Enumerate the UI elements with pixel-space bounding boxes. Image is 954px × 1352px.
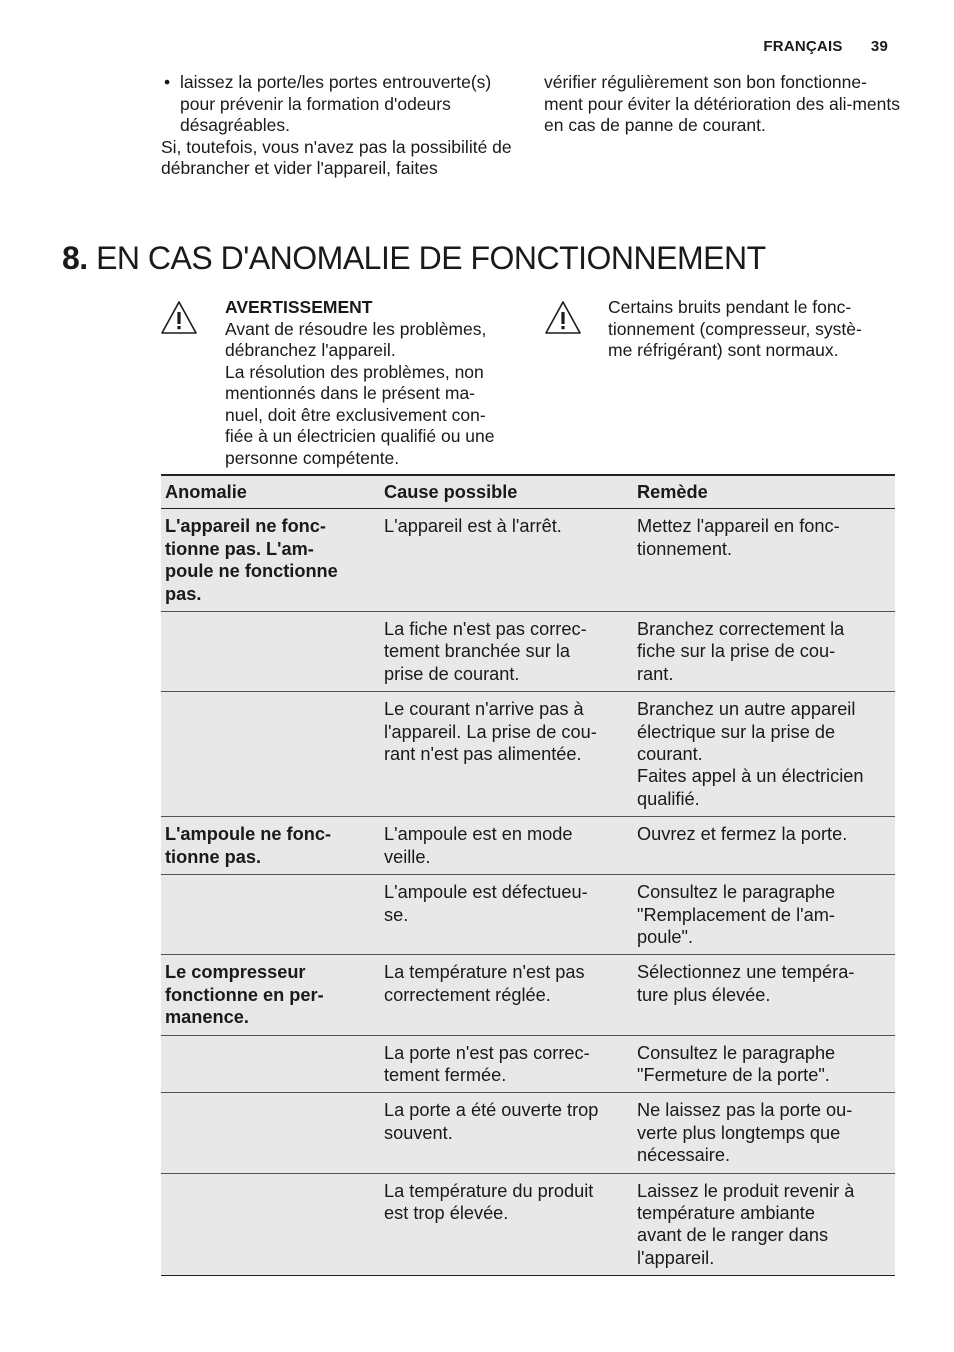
cell-anomalie <box>161 817 380 875</box>
cell-cause <box>380 817 633 875</box>
cell-anomalie <box>161 875 380 955</box>
cell-anomalie-line: Le compresseur <box>165 962 306 983</box>
cell-remede <box>633 1173 895 1276</box>
cell-remede-line: Sélectionnez une tempéra- <box>637 962 855 983</box>
cell-remede-line: Branchez un autre appareil <box>637 699 856 720</box>
intro-left-column <box>161 72 521 180</box>
intro-paragraph-right: vérifier régulièrement son bon fonctionne-ment pour éviter la détérioration des ali-ments en cas de panne de courant. <box>544 72 901 135</box>
cell-cause-line: La porte a été ouverte trop <box>384 1100 599 1121</box>
cell-anomalie-line: poule ne fonctionne <box>165 561 338 582</box>
cell-anomalie <box>161 1035 380 1093</box>
cell-cause-line: tement fermée. <box>384 1064 507 1085</box>
cell-cause-line: La température du produit <box>384 1180 594 1201</box>
cell-cause-line: L'appareil est à l'arrêt. <box>384 516 562 537</box>
cell-cause <box>380 955 633 1035</box>
warning-right-body <box>608 297 898 362</box>
cell-remede <box>633 955 895 1035</box>
intro-bullet: • laissez la porte/les portes entrouverte(s) pour prévenir la formation d'odeurs désagréables. <box>161 72 521 137</box>
warning-right-line: Certains bruits pendant le fonc- <box>608 297 852 317</box>
header-cause: Cause possible <box>380 475 633 509</box>
cell-cause-line: L'ampoule est défectueu- <box>384 882 588 903</box>
cell-remede-line: poule". <box>637 926 694 947</box>
cell-anomalie-line: tionne pas. <box>165 846 261 867</box>
cell-cause <box>380 1035 633 1093</box>
warning-left-line: Avant de résoudre les problèmes, <box>225 318 487 339</box>
cell-remede <box>633 509 895 612</box>
cell-remede <box>633 692 895 817</box>
cell-remede-line: nécessaire. <box>637 1145 731 1166</box>
warning-triangle-icon <box>544 300 582 336</box>
section-number: 8. <box>62 240 88 276</box>
cell-cause-line: se. <box>384 904 409 925</box>
section-title-text: EN CAS D'ANOMALIE DE FONCTIONNEMENT <box>96 240 766 276</box>
table-row <box>161 875 895 955</box>
warning-left-line: nuel, doit être exclusivement con- <box>225 404 486 425</box>
header-language: FRANÇAIS <box>763 38 843 55</box>
warning-left-line: personne compétente. <box>225 447 400 468</box>
cell-remede-line: température ambiante <box>637 1202 815 1223</box>
cell-anomalie <box>161 692 380 817</box>
page-number: 39 <box>870 38 888 55</box>
cell-remede <box>633 1093 895 1173</box>
cell-remede-line: courant. <box>637 744 703 765</box>
warning-left-line: fiée à un électricien qualifié ou une <box>225 426 495 446</box>
cell-anomalie-line: L'appareil ne fonc- <box>165 516 326 537</box>
cell-cause-line: tement branchée sur la <box>384 641 571 662</box>
table-row <box>161 692 895 817</box>
cell-remede-line: Mettez l'appareil en fonc- <box>637 516 840 537</box>
cell-anomalie-line: manence. <box>165 1007 249 1028</box>
cell-remede-line: Branchez correctement la <box>637 619 845 640</box>
cell-anomalie-line: L'ampoule ne fonc- <box>165 824 331 845</box>
warning-triangle-icon <box>160 300 198 336</box>
cell-remede-line: verte plus longtemps que <box>637 1122 841 1143</box>
cell-cause-line: La porte n'est pas correc- <box>384 1042 590 1063</box>
cell-cause-line: La fiche n'est pas correc- <box>384 619 587 640</box>
cell-remede-line: Consultez le paragraphe <box>637 882 836 903</box>
cell-remede-line: l'appareil. <box>637 1247 715 1268</box>
header-anomalie: Anomalie <box>161 475 380 509</box>
cell-remede-line: Consultez le paragraphe <box>637 1042 836 1063</box>
cell-anomalie-line: tionne pas. L'am- <box>165 538 314 559</box>
table-row <box>161 817 895 875</box>
cell-remede-line: Ouvrez et fermez la porte. <box>637 824 848 845</box>
cell-cause-line: La température n'est pas <box>384 962 585 983</box>
warning-left-body <box>225 319 525 470</box>
warning-left-line: débranchez l'appareil. <box>225 340 396 360</box>
cell-remede <box>633 817 895 875</box>
cell-cause-line: rant n'est pas alimentée. <box>384 744 582 765</box>
cell-anomalie <box>161 1093 380 1173</box>
cell-remede-line: Faites appel à un électricien <box>637 766 864 787</box>
page-header <box>763 38 888 55</box>
table-row <box>161 612 895 692</box>
cell-remede-line: fiche sur la prise de cou- <box>637 641 836 662</box>
cell-cause-line: Le courant n'arrive pas à <box>384 699 584 720</box>
cell-remede-line: "Remplacement de l'am- <box>637 904 835 925</box>
cell-cause-line: prise de courant. <box>384 663 520 684</box>
cell-remede-line: Ne laissez pas la porte ou- <box>637 1100 853 1121</box>
table-row <box>161 509 895 612</box>
cell-cause-line: l'appareil. La prise de cou- <box>384 721 597 742</box>
table-row <box>161 955 895 1035</box>
cell-remede-line: avant de le ranger dans <box>637 1225 829 1246</box>
cell-cause-line: L'ampoule est en mode <box>384 824 573 845</box>
cell-cause <box>380 509 633 612</box>
intro-right-column <box>544 72 904 137</box>
cell-cause <box>380 692 633 817</box>
warning-title: AVERTISSEMENT <box>225 297 373 317</box>
table-row <box>161 1173 895 1276</box>
warning-left-line: mentionnés dans le présent ma- <box>225 383 475 403</box>
cell-cause <box>380 875 633 955</box>
cell-anomalie <box>161 1173 380 1276</box>
cell-cause <box>380 1093 633 1173</box>
cell-anomalie <box>161 612 380 692</box>
cell-remede-line: qualifié. <box>637 788 700 809</box>
cell-remede <box>633 1035 895 1093</box>
warning-right-line: tionnement (compresseur, systè- <box>608 318 862 339</box>
cell-cause-line: correctement réglée. <box>384 984 551 1005</box>
warning-left-line: La résolution des problèmes, non <box>225 361 484 382</box>
warning-right-text <box>608 297 898 362</box>
header-remede: Remède <box>633 475 895 509</box>
cell-remede <box>633 875 895 955</box>
cell-remede-line: rant. <box>637 663 674 684</box>
cell-anomalie <box>161 955 380 1035</box>
warning-right-line: me réfrigérant) sont normaux. <box>608 340 839 360</box>
cell-remede <box>633 612 895 692</box>
cell-remede-line: "Fermeture de la porte". <box>637 1064 830 1085</box>
table-header-row <box>161 475 895 509</box>
section-title <box>62 238 766 278</box>
table-row <box>161 1035 895 1093</box>
cell-remede-line: électrique sur la prise de <box>637 721 836 742</box>
cell-cause <box>380 1173 633 1276</box>
cell-cause-line: souvent. <box>384 1122 453 1143</box>
cell-anomalie-line: pas. <box>165 583 202 604</box>
troubleshooting-table <box>161 474 895 1276</box>
cell-cause-line: est trop élevée. <box>384 1202 509 1223</box>
cell-remede-line: Laissez le produit revenir à <box>637 1180 855 1201</box>
intro-paragraph-left: Si, toutefois, vous n'avez pas la possibilité de débrancher et vider l'appareil, faites <box>161 136 512 178</box>
cell-remede-line: tionnement. <box>637 538 733 559</box>
cell-cause-line: veille. <box>384 846 431 867</box>
cell-anomalie <box>161 509 380 612</box>
warning-left-text <box>225 297 525 469</box>
cell-remede-line: ture plus élevée. <box>637 984 771 1005</box>
table-row <box>161 1093 895 1173</box>
cell-anomalie-line: fonctionne en per- <box>165 984 324 1005</box>
cell-cause <box>380 612 633 692</box>
